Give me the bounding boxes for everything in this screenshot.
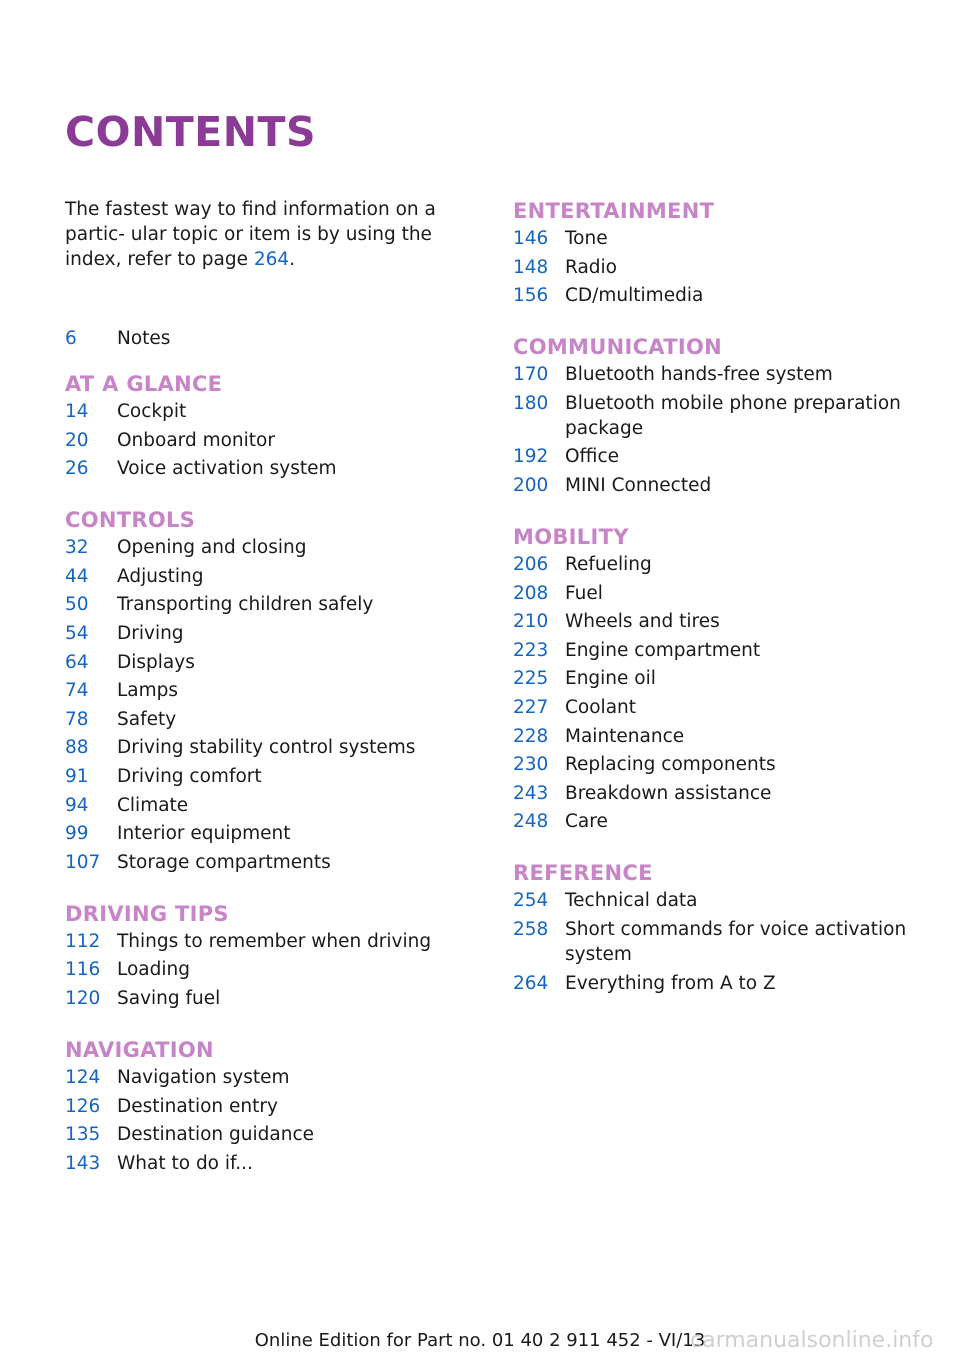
toc-entry-label: Safety xyxy=(117,708,177,730)
toc-entry[interactable] xyxy=(513,971,913,996)
page-title: CONTENTS xyxy=(65,108,317,156)
toc-section xyxy=(513,196,913,308)
toc-page-number[interactable]: 180 xyxy=(513,392,549,414)
intro-text: The fastest way to find information on a partic‐ ular topic or item is by using the index, refer to page xyxy=(65,199,436,270)
toc-page-number[interactable]: 210 xyxy=(513,611,549,633)
toc-entry-label: Driving comfort xyxy=(117,765,262,787)
watermark: carmanualsonline.info xyxy=(690,1328,934,1353)
toc-entry-label: Interior equipment xyxy=(117,823,291,845)
toc-entry[interactable] xyxy=(65,428,485,453)
toc-entry-label: Climate xyxy=(117,794,189,816)
toc-entry[interactable] xyxy=(513,695,913,720)
toc-entry[interactable] xyxy=(65,793,485,818)
toc-page-number[interactable]: 120 xyxy=(65,987,101,1009)
toc-page-number[interactable]: 192 xyxy=(513,446,549,468)
toc-page-number[interactable]: 143 xyxy=(65,1152,101,1174)
toc-page-number[interactable]: 228 xyxy=(513,725,549,747)
toc-entry[interactable] xyxy=(65,1122,485,1147)
toc-page-number[interactable]: 254 xyxy=(513,890,549,912)
toc-page-number[interactable]: 258 xyxy=(513,918,549,940)
toc-entry[interactable] xyxy=(513,226,913,251)
toc-section xyxy=(513,332,913,498)
toc-page-number[interactable]: 200 xyxy=(513,474,549,496)
toc-entry[interactable] xyxy=(65,850,485,875)
toc-entry-label: Storage compartments xyxy=(117,851,331,873)
toc-page-number[interactable]: 99 xyxy=(65,823,89,845)
toc-entry-label: Navigation system xyxy=(117,1066,290,1088)
toc-entry-label: Driving stability control systems xyxy=(117,737,416,759)
toc-entry[interactable] xyxy=(65,326,485,351)
toc-entry[interactable] xyxy=(65,735,485,760)
toc-entry[interactable] xyxy=(513,283,913,308)
toc-page-number[interactable]: 135 xyxy=(65,1124,101,1146)
toc-entry[interactable] xyxy=(65,621,485,646)
toc-page-number[interactable]: 264 xyxy=(513,972,549,994)
toc-section xyxy=(513,522,913,834)
toc-entry-label: MINI Connected xyxy=(565,474,712,496)
toc-entry[interactable] xyxy=(513,552,913,577)
toc-page-number[interactable]: 14 xyxy=(65,401,89,422)
intro-paragraph xyxy=(65,197,485,272)
toc-entry-label: Replacing components xyxy=(565,754,776,776)
section-title: NAVIGATION xyxy=(65,1037,214,1062)
toc-entry-label: Things to remember when driving xyxy=(117,930,432,952)
toc-entry[interactable] xyxy=(513,362,913,387)
toc-entry-label: Everything from A to Z xyxy=(565,972,776,994)
section-title: ENTERTAINMENT xyxy=(513,199,715,223)
toc-entry-label: CD/multimedia xyxy=(565,285,704,307)
toc-page-number[interactable]: 88 xyxy=(65,737,89,759)
toc-entry[interactable] xyxy=(65,1065,485,1090)
toc-entry-label: Tone xyxy=(565,228,608,249)
toc-page-number[interactable]: 6 xyxy=(65,328,77,349)
toc-entry-label: Technical data xyxy=(565,890,698,912)
toc-page-number[interactable]: 78 xyxy=(65,708,89,730)
toc-entry-label: Fuel xyxy=(565,582,603,604)
toc-page-number[interactable]: 91 xyxy=(65,765,89,787)
toc-entry[interactable] xyxy=(65,535,485,560)
section-title: MOBILITY xyxy=(513,524,629,549)
toc-entry[interactable] xyxy=(65,707,485,732)
toc-page-number[interactable]: 208 xyxy=(513,582,549,604)
toc-entry-label: Bluetooth hands-free system xyxy=(565,364,833,386)
toc-entry[interactable] xyxy=(513,473,913,498)
toc-page-number[interactable]: 170 xyxy=(513,364,549,386)
toc-entry-label: Maintenance xyxy=(565,725,685,747)
toc-section xyxy=(65,505,485,875)
toc-entry[interactable] xyxy=(65,1094,485,1119)
toc-entry-label: Wheels and tires xyxy=(565,611,720,633)
toc-entry[interactable] xyxy=(513,752,913,777)
toc-page-number[interactable]: 206 xyxy=(513,553,549,575)
toc-entry-label: Adjusting xyxy=(117,565,204,587)
toc-entry-label: Bluetooth mobile phone preparation package xyxy=(565,392,901,439)
toc-entry-label: Destination guidance xyxy=(117,1124,315,1146)
toc-section xyxy=(65,1035,485,1176)
toc-entry-label: Notes xyxy=(117,328,171,349)
toc-entry-label: Lamps xyxy=(117,680,179,702)
toc-entry[interactable] xyxy=(513,781,913,806)
toc-entry-label: Office xyxy=(565,446,620,468)
toc-page-number[interactable]: 243 xyxy=(513,782,549,804)
toc-entry-label: Radio xyxy=(565,256,617,278)
toc-page-number[interactable]: 223 xyxy=(513,639,549,661)
toc-section xyxy=(65,369,485,481)
toc-entry[interactable] xyxy=(65,592,485,617)
toc-entry[interactable] xyxy=(65,1151,485,1176)
toc-page-number[interactable]: 124 xyxy=(65,1066,101,1088)
toc-entry-label: Refueling xyxy=(565,553,652,575)
toc-entry-label: Engine compartment xyxy=(565,639,761,661)
toc-entry-label: Driving xyxy=(117,622,184,644)
section-title: CONTROLS xyxy=(65,508,196,533)
toc-entry-label: Destination entry xyxy=(117,1095,278,1117)
toc-entry[interactable] xyxy=(65,650,485,675)
toc-entry-label: Voice activation system xyxy=(117,458,337,480)
toc-entry[interactable] xyxy=(65,821,485,846)
toc-entry-label: Engine oil xyxy=(565,668,656,690)
toc-entry-label: Saving fuel xyxy=(117,987,221,1009)
toc-page-number[interactable]: 225 xyxy=(513,668,549,690)
index-page-link[interactable]: 264 xyxy=(253,249,290,270)
toc-entry-label: Short commands for voice activation system xyxy=(565,918,907,965)
toc-entry[interactable] xyxy=(65,564,485,589)
toc-entry[interactable] xyxy=(65,764,485,789)
toc-page-number[interactable]: 107 xyxy=(65,851,101,873)
toc-page-number[interactable]: 26 xyxy=(65,458,89,480)
toc-entry-label: Cockpit xyxy=(117,401,187,422)
toc-page-number[interactable]: 146 xyxy=(513,228,549,249)
toc-entry[interactable] xyxy=(513,255,913,280)
toc-page-number[interactable]: 126 xyxy=(65,1095,101,1117)
toc-page-number[interactable]: 148 xyxy=(513,256,549,278)
toc-page-number[interactable]: 248 xyxy=(513,811,549,833)
toc-entry[interactable] xyxy=(513,581,913,606)
toc-entry[interactable] xyxy=(65,929,485,954)
toc-page-number[interactable]: 112 xyxy=(65,930,101,952)
toc-page-number[interactable]: 94 xyxy=(65,794,89,816)
toc-page-number[interactable]: 20 xyxy=(65,429,89,451)
toc-page-number[interactable]: 54 xyxy=(65,622,89,644)
toc-entry[interactable] xyxy=(65,456,485,481)
toc-entry-label: Onboard monitor xyxy=(117,429,275,451)
toc-entry[interactable] xyxy=(65,399,485,424)
toc-entry-label: Transporting children safely xyxy=(117,594,374,616)
toc-entry[interactable] xyxy=(65,957,485,982)
section-title: AT A GLANCE xyxy=(65,372,223,396)
toc-entry-label: Care xyxy=(565,811,608,833)
toc-entry-label: Opening and closing xyxy=(117,537,307,559)
toc-entry[interactable] xyxy=(65,986,485,1011)
toc-entry[interactable] xyxy=(513,444,913,469)
toc-page-number[interactable]: 230 xyxy=(513,754,549,776)
toc-page-number[interactable]: 64 xyxy=(65,651,89,673)
toc-page-number[interactable]: 156 xyxy=(513,285,549,307)
toc-entry-label: What to do if... xyxy=(117,1152,253,1174)
toc-entry[interactable] xyxy=(513,724,913,749)
toc-entry-label: Loading xyxy=(117,959,190,981)
toc-page-number[interactable]: 74 xyxy=(65,680,89,702)
toc-entry[interactable] xyxy=(513,638,913,663)
toc-entry[interactable] xyxy=(513,888,913,913)
toc-entry[interactable] xyxy=(513,609,913,634)
toc-page-number[interactable]: 50 xyxy=(65,594,89,616)
toc-entry[interactable] xyxy=(513,391,913,441)
toc-page-number[interactable]: 32 xyxy=(65,537,89,559)
toc-page-number[interactable]: 227 xyxy=(513,696,549,718)
section-title: DRIVING TIPS xyxy=(65,901,229,926)
toc-entry-label: Displays xyxy=(117,651,195,673)
intro-suffix: . xyxy=(289,249,296,270)
toc-entry-label: Coolant xyxy=(565,696,637,718)
toc-entry[interactable] xyxy=(513,917,913,967)
toc-left-column xyxy=(65,326,485,1179)
footer-edition: Online Edition for Part no. 01 40 2 911 452 - VI/13 xyxy=(254,1330,706,1351)
section-title: COMMUNICATION xyxy=(513,335,722,360)
toc-entry[interactable] xyxy=(513,809,913,834)
toc-section xyxy=(65,899,485,1011)
toc-page-number[interactable]: 116 xyxy=(65,959,101,981)
toc-section xyxy=(513,858,913,995)
toc-entry[interactable] xyxy=(65,678,485,703)
toc-entry-label: Breakdown assistance xyxy=(565,782,772,804)
section-title: REFERENCE xyxy=(513,861,653,886)
toc-page-number[interactable]: 44 xyxy=(65,565,89,587)
toc-right-column xyxy=(513,196,913,999)
toc-entry[interactable] xyxy=(513,666,913,691)
